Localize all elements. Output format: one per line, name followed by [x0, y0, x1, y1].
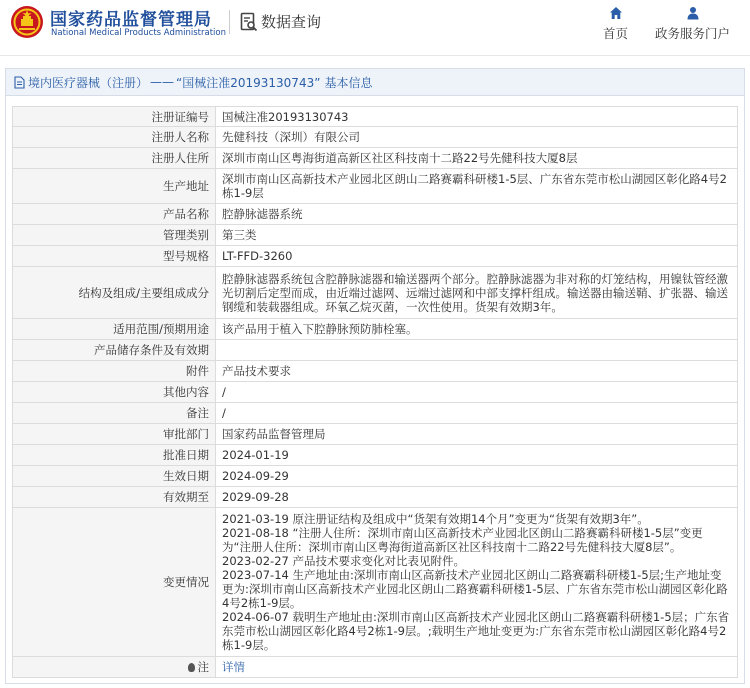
value-scope: 该产品用于植入下腔静脉预防肺栓塞。	[216, 319, 738, 340]
label-registrant-name: 注册人名称	[13, 127, 216, 148]
label-production-address: 生产地址	[13, 169, 216, 204]
value-production-address: 深圳市南山区高新技术产业园北区朗山二路赛霸科研楼1-5层、广东省东莞市松山湖园区彰化路4号2栋1-9层	[216, 169, 738, 204]
value-registrant-name: 先健科技（深圳）有限公司	[216, 127, 738, 148]
row-valid-until	[13, 487, 738, 508]
value-attachment: 产品技术要求	[216, 361, 738, 382]
details-link[interactable]: 详情	[222, 660, 245, 674]
label-other: 其他内容	[13, 382, 216, 403]
home-icon	[609, 6, 623, 20]
user-icon	[686, 6, 700, 20]
row-remarks	[13, 403, 738, 424]
value-management-class: 第三类	[216, 225, 738, 246]
label-structure: 结构及组成/主要组成成分	[13, 267, 216, 319]
breadcrumb	[6, 69, 744, 96]
value-approval-date: 2024-01-19	[216, 445, 738, 466]
change-entry: 2023-07-14 生产地址由:深圳市南山区高新技术产业园北区朗山二路赛霸科研楼1-5层;生产地址变更为:深圳市南山区高新技术产业园北区朗山二路赛霸科研楼1-5层、广东省东莞市松山湖园区彰化路4号2栋1-9层。	[222, 568, 728, 610]
value-structure: 腔静脉滤器系统包含腔静脉滤器和输送器两个部分。腔静脉滤器为非对称的灯笼结构，用镍钛管经激光切割后定型而成，由近端过滤网、远端过滤网和中部支撑杆组成。输送器由输送鞘、扩张器、输送钢缆和装载器组成。环氧乙烷灭菌，一次性使用。货架有效期3年。	[216, 267, 738, 319]
change-entry: 2023-02-27 产品技术要求变化对比表见附件。	[222, 554, 465, 568]
label-valid-until: 有效期至	[13, 487, 216, 508]
change-entry: 2021-03-19 原注册证结构及组成中“货架有效期14个月”变更为“货架有效期3年”。	[222, 512, 649, 526]
value-changes	[216, 508, 738, 657]
nav-home-label: 首页	[603, 26, 629, 41]
row-other	[13, 382, 738, 403]
row-product-name	[13, 204, 738, 225]
breadcrumb-separator: ——	[150, 75, 175, 89]
data-query-link[interactable]	[240, 11, 321, 32]
change-entry: 2024-06-07 载明生产地址由:深圳市南山区高新技术产业园北区朗山二路赛霸科研楼1-5层；广东省东莞市松山湖园区彰化路4号2栋1-9层。;载明生产地址变更为:广东省东莞市松山湖园区彰化路4号2栋1-9层。	[222, 610, 730, 652]
row-structure	[13, 267, 738, 319]
row-scope	[13, 319, 738, 340]
breadcrumb-suffix: 基本信息	[324, 75, 373, 90]
site-subtitle: National Medical Products Administration	[51, 28, 226, 38]
label-scope: 适用范围/预期用途	[13, 319, 216, 340]
value-note	[216, 657, 738, 678]
lightbulb-icon	[188, 663, 195, 672]
site-header	[0, 0, 750, 56]
nav-government-services[interactable]	[655, 6, 730, 42]
label-attachment: 附件	[13, 361, 216, 382]
label-storage: 产品储存条件及有效期	[13, 340, 216, 361]
row-model-spec	[13, 246, 738, 267]
value-storage	[216, 340, 738, 361]
nav-home[interactable]	[603, 6, 628, 42]
label-reg-no: 注册证编号	[13, 107, 216, 127]
label-product-name: 产品名称	[13, 204, 216, 225]
label-management-class: 管理类别	[13, 225, 216, 246]
value-other: /	[216, 382, 738, 403]
document-search-icon	[240, 12, 258, 32]
value-remarks: /	[216, 403, 738, 424]
label-remarks: 备注	[13, 403, 216, 424]
row-attachment	[13, 361, 738, 382]
value-registrant-address: 深圳市南山区粤海街道高新区社区科技南十二路22号先健科技大厦8层	[216, 148, 738, 169]
label-changes: 变更情况	[13, 508, 216, 657]
value-product-name: 腔静脉滤器系统	[216, 204, 738, 225]
row-management-class	[13, 225, 738, 246]
breadcrumb-category[interactable]: 境内医疗器械（注册）	[28, 75, 149, 90]
breadcrumb-registration: “国械注准20193130743”	[176, 75, 321, 90]
row-registrant-address	[13, 148, 738, 169]
value-model-spec: LT-FFD-3260	[216, 246, 738, 267]
label-approval-dept: 审批部门	[13, 424, 216, 445]
nav-government-services-label: 政务服务门户	[655, 26, 731, 41]
value-valid-until: 2029-09-28	[216, 487, 738, 508]
change-entry: 2021-08-18 “注册人住所：深圳市南山区高新技术产业园北区朗山二路赛霸科研楼1-5层”变更为“注册人住所：深圳市南山区粤海街道高新区社区科技南十二路22号先健科技大厦8层”。	[222, 526, 703, 554]
row-approval-date	[13, 445, 738, 466]
row-production-address	[13, 169, 738, 204]
value-effective-date: 2024-09-29	[216, 466, 738, 487]
national-emblem-icon	[10, 5, 44, 39]
label-note	[13, 657, 216, 678]
detail-panel	[5, 68, 745, 684]
site-title[interactable]: 国家药品监督管理局	[50, 10, 212, 30]
document-icon	[14, 76, 25, 89]
value-approval-dept: 国家药品监督管理局	[216, 424, 738, 445]
data-query-label: 数据查询	[261, 13, 322, 31]
registration-detail-table	[12, 106, 738, 678]
note-label: 注	[197, 660, 209, 674]
row-effective-date	[13, 466, 738, 487]
label-registrant-address: 注册人住所	[13, 148, 216, 169]
label-approval-date: 批准日期	[13, 445, 216, 466]
row-approval-dept	[13, 424, 738, 445]
row-note	[13, 657, 738, 678]
row-registrant-name	[13, 127, 738, 148]
value-reg-no: 国械注准20193130743	[216, 107, 738, 127]
header-divider	[229, 10, 230, 34]
row-storage	[13, 340, 738, 361]
label-model-spec: 型号规格	[13, 246, 216, 267]
row-changes	[13, 508, 738, 657]
label-effective-date: 生效日期	[13, 466, 216, 487]
row-reg-no	[13, 107, 738, 127]
